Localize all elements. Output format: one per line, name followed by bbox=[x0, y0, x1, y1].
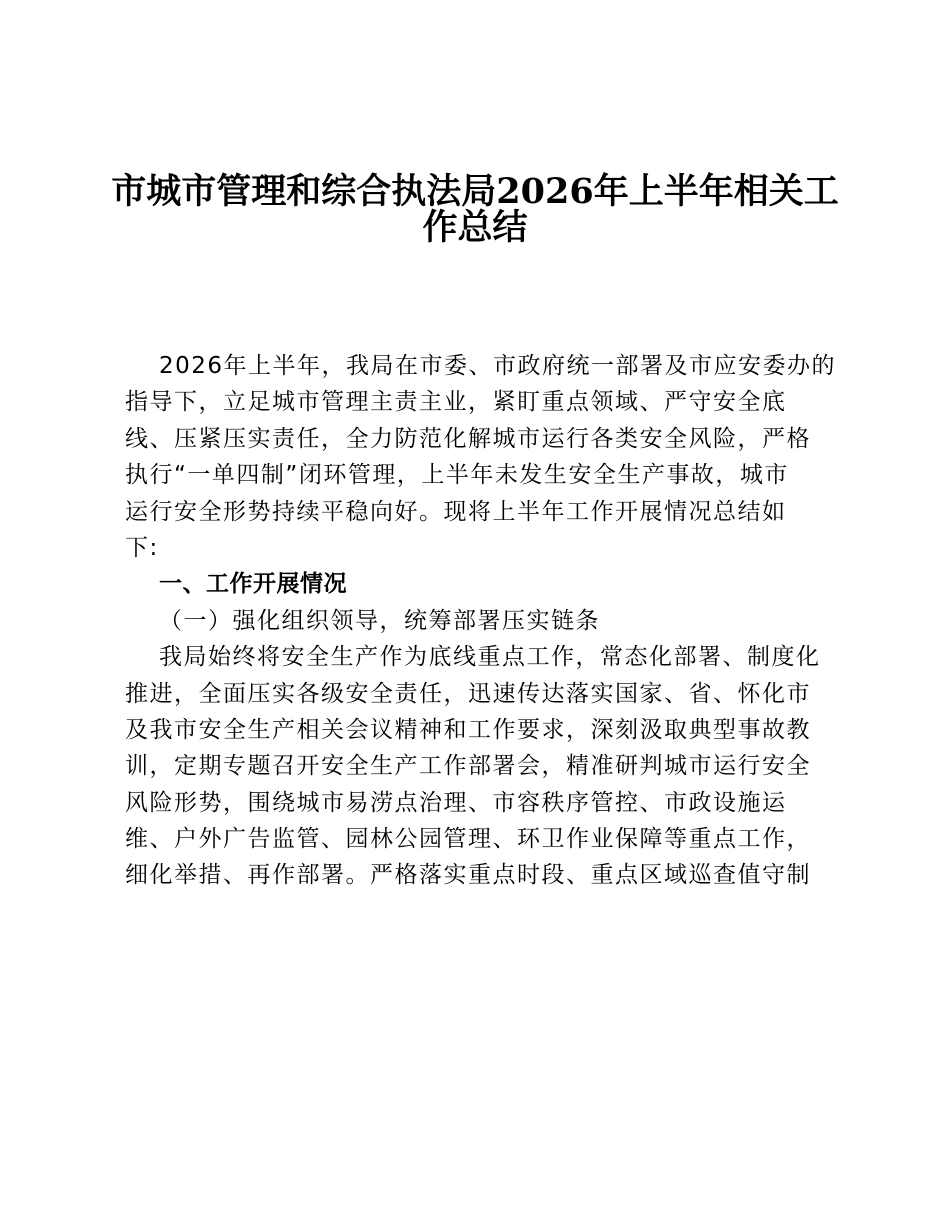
section-heading: 一、工作开展情况 bbox=[159, 571, 347, 598]
subsection-paragraph bbox=[125, 639, 830, 894]
intro-line-3: 线、压紧压实责任，全力防范化解城市运行各类安全风险，严格 bbox=[125, 425, 811, 452]
subsection-line-5: 风险形势，围绕城市易涝点治理、市容秩序管控、市政设施运 bbox=[125, 789, 787, 816]
intro-line-4: 执行“一单四制”闭环管理，上半年未发生安全生产事故，城市 bbox=[125, 462, 789, 489]
subsection-line-7: 细化举措、再作部署。严格落实重点时段、重点区域巡查值守制 bbox=[125, 862, 811, 889]
subsection-line-4: 训，定期专题召开安全生产工作部署会，精准研判城市运行安全 bbox=[125, 753, 811, 780]
title-line-2: 作总结 bbox=[422, 207, 528, 249]
document-body bbox=[125, 348, 837, 894]
subsection-line-6: 维、户外广告监管、园林公园管理、环卫作业保障等重点工作， bbox=[125, 826, 811, 853]
title-line-1: 市城市管理和综合执法局2026年上半年相关工 bbox=[111, 171, 839, 212]
intro-line-1: 2026年上半年，我局在市委、市政府统一部署及市应安委办的 bbox=[159, 353, 837, 379]
intro-line-6: 下: bbox=[125, 534, 159, 561]
intro-paragraph bbox=[125, 348, 837, 566]
intro-line-2: 指导下，立足城市管理主责主业，紧盯重点领域、严守安全底 bbox=[125, 389, 787, 416]
subsection-line-3: 及我市安全生产相关会议精神和工作要求，深刻汲取典型事故教 bbox=[125, 716, 811, 743]
document-title bbox=[110, 165, 840, 249]
intro-line-5: 运行安全形势持续平稳向好。现将上半年工作开展情况总结如 bbox=[125, 498, 787, 525]
subsection-line-1: 我局始终将安全生产作为底线重点工作，常态化部署、制度化 bbox=[159, 644, 821, 671]
subsection-line-2: 推进，全面压实各级安全责任，迅速传达落实国家、省、怀化市 bbox=[125, 680, 811, 707]
subsection-heading: （一）强化组织领导，统筹部署压实链条 bbox=[159, 607, 600, 634]
